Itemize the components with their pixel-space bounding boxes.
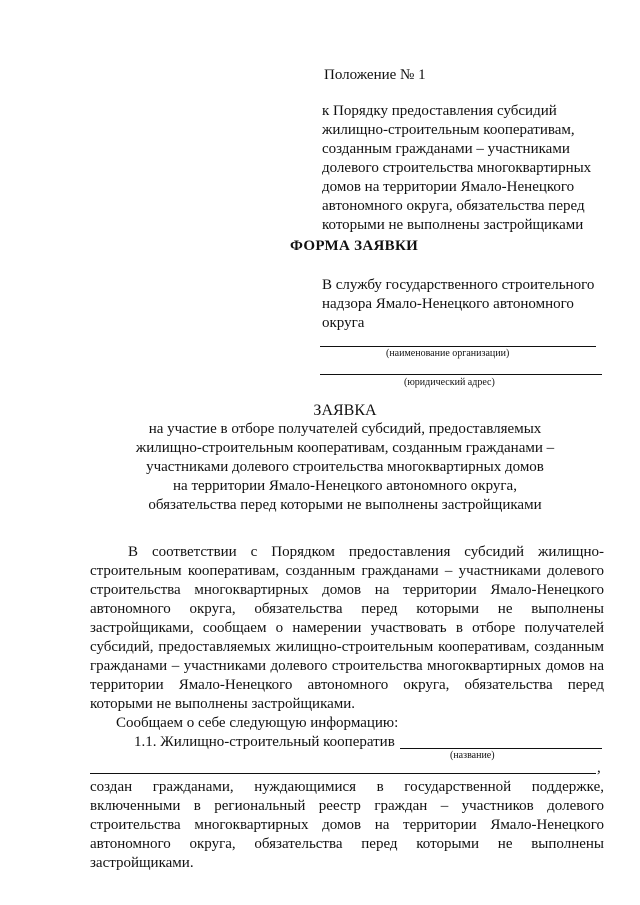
line-end-comma: , (597, 760, 601, 776)
paragraph-line: застройщиками, сообщаем о намерении участвовать в отборе получателей (90, 620, 604, 636)
annex-line: автономного округа, обязательства перед (322, 198, 585, 214)
addressee-line: надзора Ямало-Ненецкого автономного (322, 296, 574, 312)
subtitle-line: участниками долевого строительства многоквартирных домов (146, 459, 544, 475)
addressee-block (322, 276, 622, 333)
addressee-line: округа (322, 315, 365, 331)
annex-line: домов на территории Ямало-Ненецкого (322, 179, 575, 195)
body-paragraph-2 (90, 778, 604, 873)
subtitle-line: обязательства перед которыми не выполнены застройщиками (148, 497, 542, 513)
addressee-line: В службу государственного строительного (322, 277, 595, 293)
organization-name-caption: (наименование организации) (386, 348, 510, 359)
paragraph-line: автономного округа, обязательства перед которыми не выполнены (90, 601, 604, 617)
annex-line: жилищно-строительным кооперативам, (322, 122, 575, 138)
paragraph-line: застройщиками. (90, 855, 194, 871)
body-paragraph-1 (90, 543, 604, 714)
info-intro: Сообщаем о себе следующую информацию: (116, 715, 399, 731)
paragraph-line: субсидий, предоставляемых жилищно-строительным кооперативам, созданным (90, 639, 604, 655)
subtitle-line: на территории Ямало-Ненецкого автономного округа, (173, 478, 517, 494)
cooperative-name-line (400, 748, 602, 749)
annex-title: Положение № 1 (324, 67, 426, 83)
application-subtitle (0, 420, 640, 515)
item-1-1-label: 1.1. Жилищно-строительный кооператив (134, 734, 395, 750)
paragraph-line: строительства многоквартирных домов на территории Ямало-Ненецкого (90, 582, 604, 598)
paragraph-line: строительным кооперативам, созданным гражданами – участниками долевого (90, 563, 604, 579)
paragraph-line: которыми не выполнены застройщиками. (90, 696, 356, 712)
cooperative-name-line-2 (90, 773, 596, 774)
annex-reference (322, 102, 622, 235)
subtitle-line: на участие в отборе получателей субсидий, предоставляемых (148, 421, 542, 437)
annex-line: долевого строительства многоквартирных (322, 160, 592, 176)
cooperative-name-caption: (название) (450, 750, 495, 761)
application-title: ЗАЯВКА (313, 402, 377, 419)
organization-name-line (320, 346, 596, 347)
annex-line: к Порядку предоставления субсидий (322, 103, 557, 119)
legal-address-line (320, 374, 602, 375)
subtitle-line: жилищно-строительным кооперативам, созданным гражданами – (135, 440, 555, 456)
paragraph-line: строительства многоквартирных домов на территории Ямало-Ненецкого (90, 817, 604, 833)
paragraph-line: территории Ямало-Ненецкого автономного округа, обязательства перед (90, 677, 604, 693)
form-title: ФОРМА ЗАЯВКИ (290, 238, 419, 254)
paragraph-line: включенными в региональный реестр граждан – участников долевого (90, 798, 604, 814)
annex-line: которыми не выполнены застройщиками (322, 217, 584, 233)
legal-address-caption: (юридический адрес) (404, 377, 495, 388)
annex-line: созданным гражданами – участниками (322, 141, 570, 157)
paragraph-line: гражданами – участниками долевого строительства многоквартирных домов на (90, 658, 604, 674)
paragraph-line: В соответствии с Порядком предоставления субсидий жилищно- (128, 544, 604, 560)
paragraph-line: автономного округа, обязательства перед которыми не выполнены (90, 836, 604, 852)
paragraph-line: создан гражданами, нуждающимися в государственной поддержке, (90, 779, 604, 795)
